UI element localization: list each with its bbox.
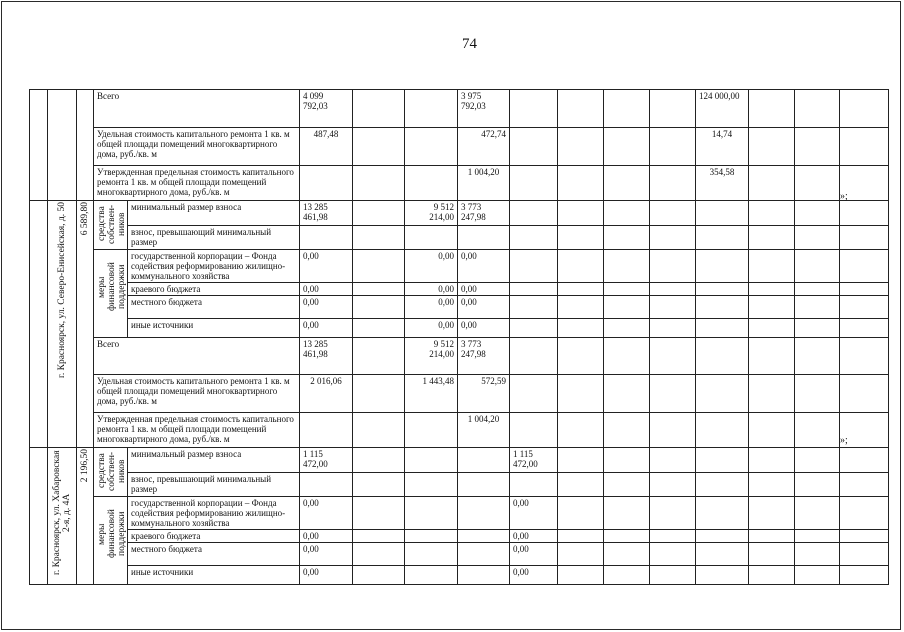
row-label: Всего [94,90,300,128]
table-row: г. Красноярск, ул. Северо-Енисейская, д. 50 6 589,80 средства собствен-ников минимальный размер взноса 13 285 461,98 9 512 214,00 3 773 247,98 [30,201,889,226]
support-label: меры финансовой поддержки [94,497,128,585]
page-number: 74 [462,36,477,52]
house-address: г. Красноярск, ул. Хабаровская 2-я, д. 4А [48,448,77,585]
table-row: местного бюджета 0,00 0,00 0,00 [30,296,889,319]
table-row: местного бюджета 0,00 0,00 [30,543,889,566]
table-row: Утвержденная предельная стоимость капитального ремонта 1 кв. м общей площади помещений многоквартирного дома, руб./кв. м 1 004,20 354,58 [30,166,889,201]
table-row: Утвержденная предельная стоимость капитального ремонта 1 кв. м общей площади помещений многоквартирного дома, руб./кв. м 1 004,20 [30,413,889,448]
table-row: меры финансовой поддержки государственной корпорации – Фонда содействия реформированию жилищно-коммунального хозяйства 0,00 0,00 0,00 [30,250,889,283]
table-row: Удельная стоимость капитального ремонта 1 кв. м общей площади помещений многоквартирного дома, руб./кв. м 2 016,06 1 443,48 572,59 [30,375,889,413]
table-row: Всего 4 099 792,03 3 975 792,03 124 000,00 [30,90,889,128]
row-label: Утвержденная предельная стоимость капитального ремонта 1 кв. м общей площади помещений многоквартирного дома, руб./кв. м [94,413,300,448]
table-row: г. Красноярск, ул. Хабаровская 2-я, д. 4А 2 196,50 средства собствен-ников минимальный размер взноса 1 115 472,00 1 115 472,00 [30,448,889,473]
row-label: Удельная стоимость капитального ремонта 1 кв. м общей площади помещений многоквартирного дома, руб./кв. м [94,375,300,413]
support-label: меры финансовой поддержки [94,250,128,338]
row-label: Утвержденная предельная стоимость капитального ремонта 1 кв. м общей площади помещений многоквартирного дома, руб./кв. м [94,166,300,201]
house-area: 2 196,50 [77,448,94,585]
row-label: Удельная стоимость капитального ремонта 1 кв. м общей площади помещений многоквартирного дома, руб./кв. м [94,128,300,166]
owner-funds-label: средства собствен-ников [94,201,128,250]
table-row: иные источники 0,00 0,00 0,00 [30,319,889,338]
table-row: взнос, превышающий минимальный размер [30,472,889,497]
house-address: г. Красноярск, ул. Северо-Енисейская, д. 50 [48,201,77,448]
closing-quote-mark: »; [840,191,848,202]
table-row: иные источники 0,00 0,00 [30,566,889,585]
table-row: краевого бюджета 0,00 0,00 [30,530,889,543]
house-area: 6 589,80 [77,201,94,448]
capital-repair-table [29,89,889,585]
table-row: взнос, превышающий минимальный размер [30,225,889,250]
owner-funds-label: средства собствен-ников [94,448,128,497]
table-row: краевого бюджета 0,00 0,00 0,00 [30,283,889,296]
row-label: Всего [94,338,300,375]
table-row: Удельная стоимость капитального ремонта 1 кв. м общей площади помещений многоквартирного дома, руб./кв. м 487,48 472,74 14,74 [30,128,889,166]
table-row: меры финансовой поддержки государственной корпорации – Фонда содействия реформированию жилищно-коммунального хозяйства 0,00 0,00 [30,497,889,530]
closing-quote-mark: »; [840,435,848,446]
table-row: Всего 13 285 461,98 9 512 214,00 3 773 247,98 [30,338,889,375]
